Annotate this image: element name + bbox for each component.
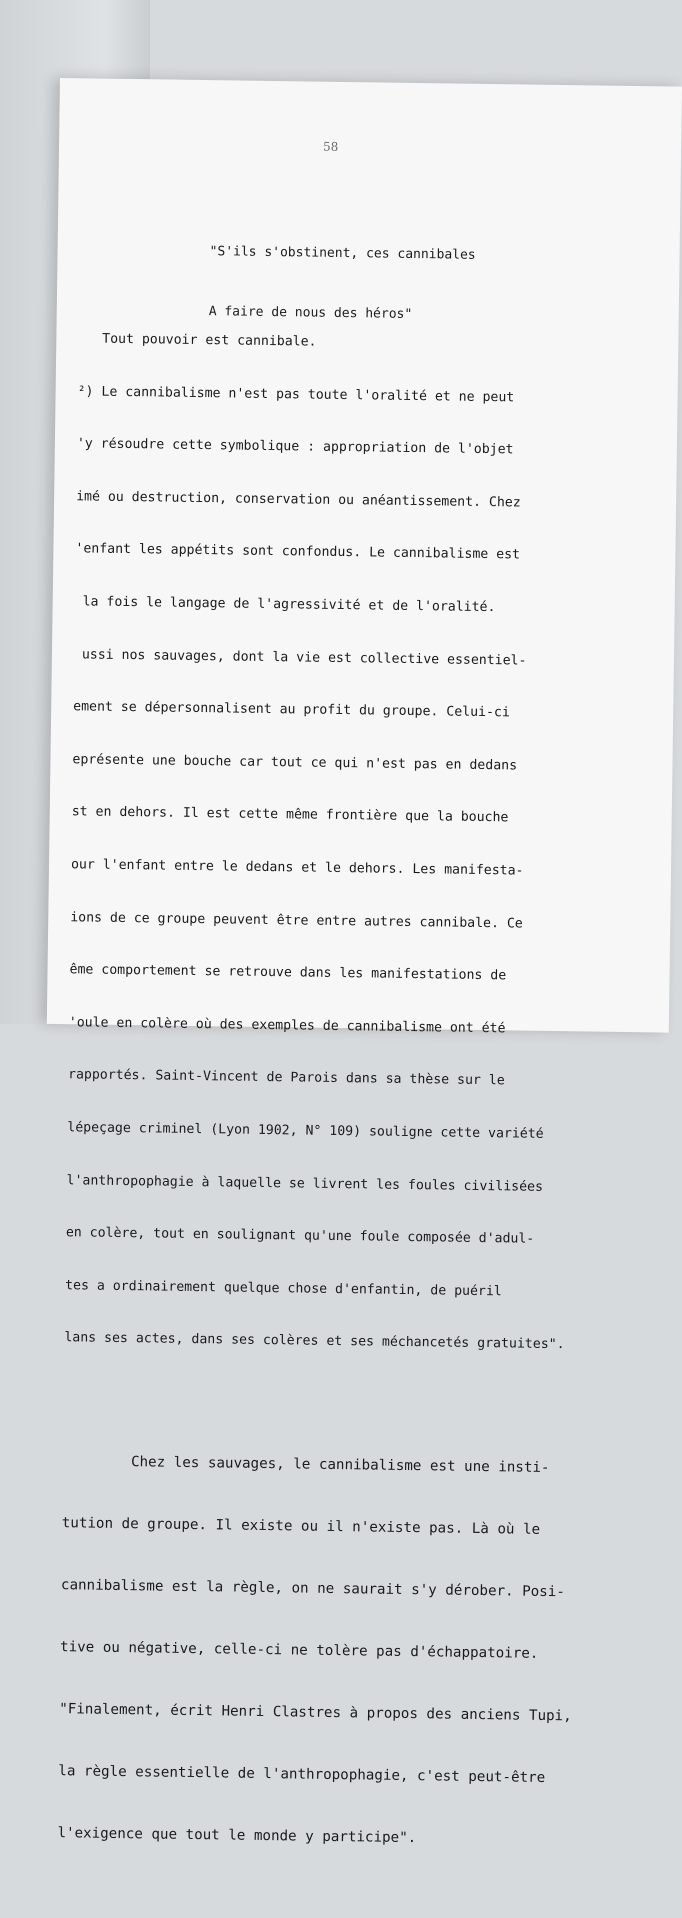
text-line: ussi nos sauvages, dont la vie est collective essentiel- [73,646,527,669]
epigraph-line: "S'ils s'obstinent, ces cannibales [209,244,476,263]
epigraph-line: A faire de nous des héros" [208,304,413,322]
text-line: 'y résoudre cette symbolique : appropriation de l'objet [76,436,514,458]
text-line: imé ou destruction, conservation ou anéantissement. Chez [76,489,521,511]
text-line: "Finalement, écrit Henri Clastres à propos des anciens Tupi, [59,1701,572,1725]
text-line: Chez les sauvages, le cannibalisme est une insti- [62,1453,550,1476]
text-line: ²) Le cannibalisme n'est pas toute l'oralité et ne peut [77,383,515,405]
text-line: la fois le langage de l'agressivité et de l'oralité. [74,594,496,616]
text-line: l'exigence que tout le monde y participe". [57,1825,417,1847]
text-line: cannibalisme est la règle, on ne saurait s'y dérober. Posi- [60,1577,565,1601]
text-line: Tout pouvoir est cannibale. [78,331,317,350]
text-line: eprésente une bouche car tout ce qui n'est pas en dedans [72,751,518,774]
text-line: tution de groupe. Il existe ou il n'existe pas. Là où le [61,1515,541,1538]
text-line: ement se dépersonnalisent au profit du groupe. Celui-ci [73,699,510,721]
text-line: ême comportement se retrouve dans les manifestations de [69,962,507,984]
text-line: tive ou négative, celle-ci ne tolère pas d'échappatoire. [59,1639,539,1662]
text-line: la règle essentielle de l'anthropophagie, c'est peut-être [58,1763,546,1786]
text-line: st en dehors. Il est cette même frontière que la bouche [71,804,509,826]
text-line: en colère, tout en soulignant qu'une foule composée d'adul- [65,1225,535,1247]
paragraph [64,298,679,1388]
body-text [56,268,679,1918]
text-line: 'oule en colère où des exemples de cannibalisme ont été [68,1014,506,1037]
text-line: our l'enfant entre le dedans et le dehors. Les manifesta- [70,857,524,879]
text-line: lépeçage criminel (Lyon 1902, N° 109) souligne cette variété [67,1120,544,1142]
text-line: 'enfant les appétits sont confondus. Le cannibalisme est [75,541,521,563]
text-line: tes a ordinairement quelque chose d'enfantin, de puéril [65,1277,502,1299]
text-line: ions de ce groupe peuvent être entre autres cannibale. Ce [70,909,523,932]
text-line: rapportés. Saint-Vincent de Parois dans sa thèse sur le [67,1067,505,1089]
book-page [47,78,682,1847]
page-number: 58 [322,139,339,154]
text-line: lans ses actes, dans ses colères et ses méchancetés gratuites". [64,1330,565,1353]
paragraph [57,1414,663,1888]
text-line: l'anthropophagie à laquelle se livrent les foules civilisées [66,1172,544,1195]
